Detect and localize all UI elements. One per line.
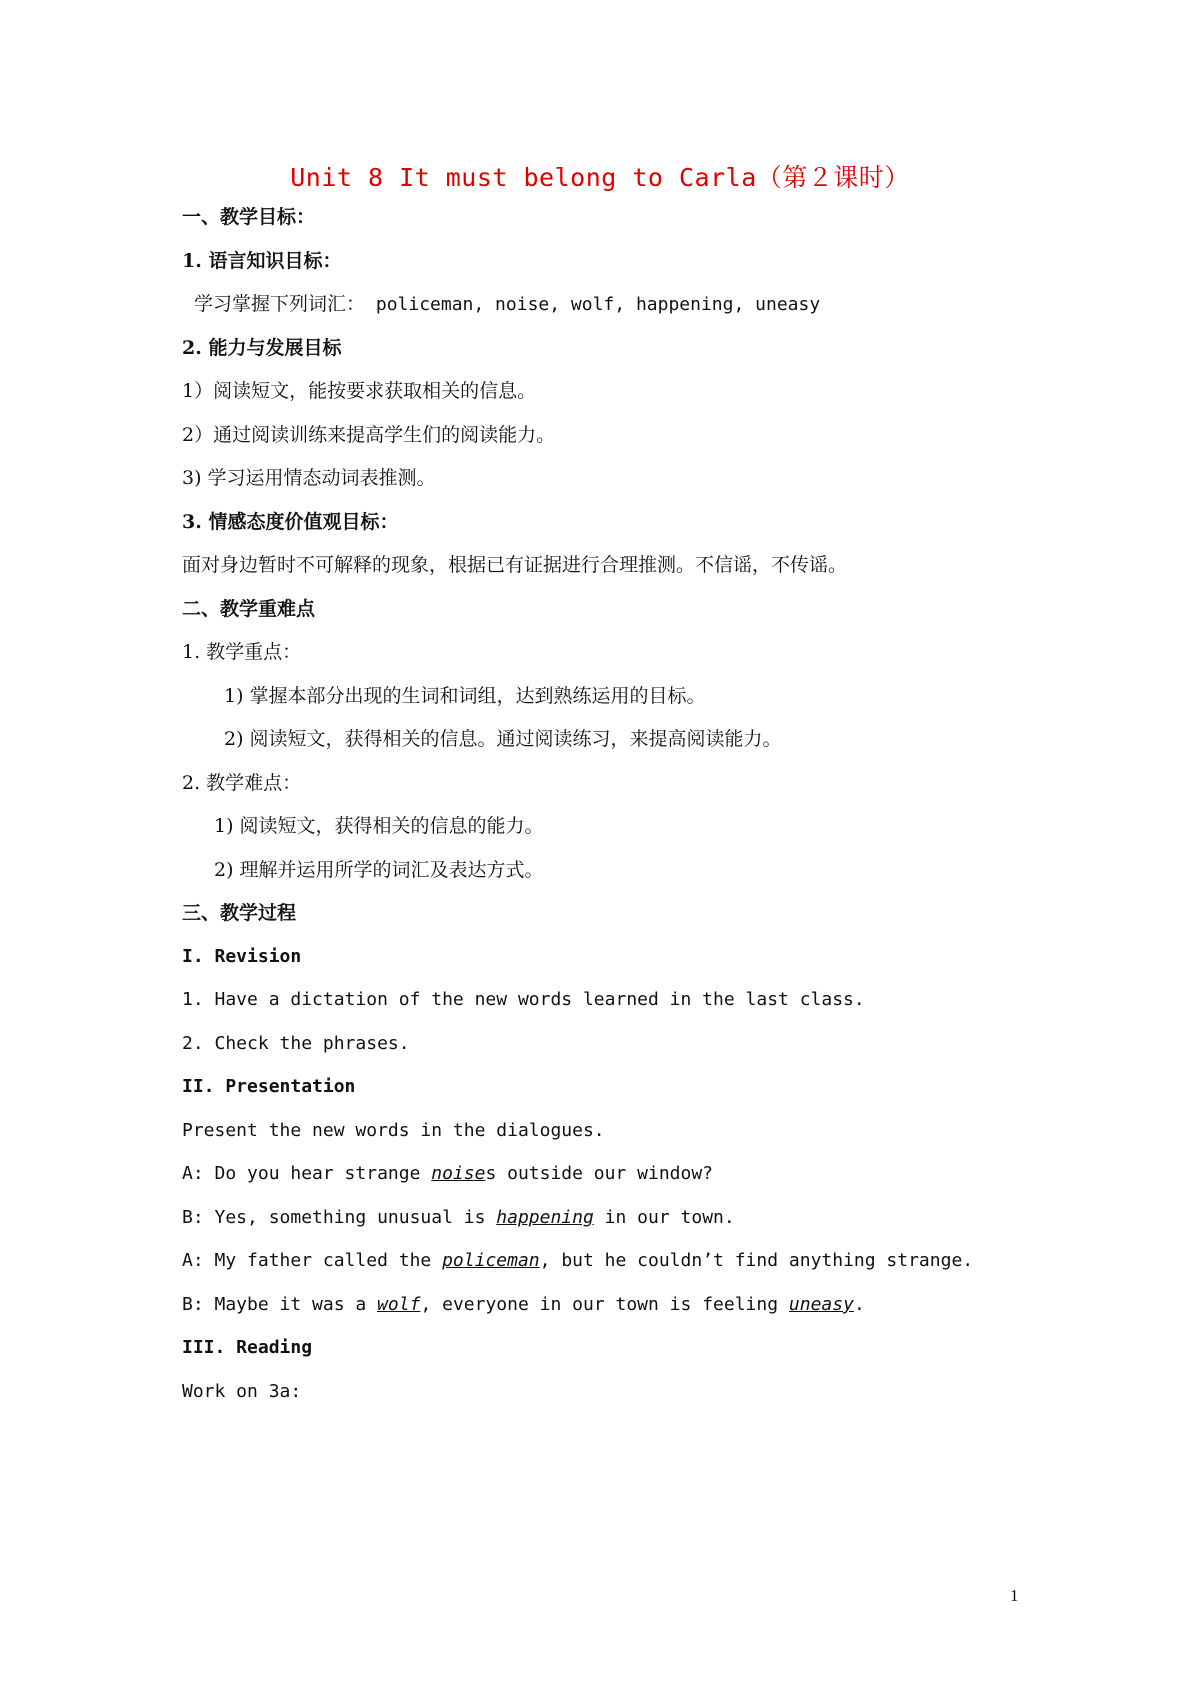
vocabulary-label: 学习掌握下列词汇： [194, 293, 366, 315]
dialogue-text: in our town. [593, 1207, 735, 1228]
section-1-heading: 一、教学目标： [182, 206, 316, 228]
revision-item: 2. Check the phrases. [182, 1033, 410, 1054]
presentation-heading: II. Presentation [182, 1076, 356, 1097]
dialogue-text: . [853, 1294, 865, 1315]
new-word: policeman [442, 1250, 540, 1271]
section-2-heading: 二、教学重难点 [182, 598, 316, 620]
dialogue-text: A: My father called the [182, 1250, 443, 1271]
revision-item: 1. Have a dictation of the new words learned in the last class. [182, 989, 865, 1010]
presentation-intro: Present the new words in the dialogues. [182, 1120, 605, 1141]
new-word: happening [496, 1207, 594, 1228]
dialogue-line [182, 1249, 973, 1273]
goal-3-heading: 3. 情感态度价值观目标： [182, 511, 399, 533]
dialogue-line [182, 1206, 735, 1230]
dialogue-text: B: Yes, something unusual is [182, 1207, 497, 1228]
dialogue-text: s outside our window? [485, 1163, 714, 1184]
goal-2-item: 2）通过阅读训练来提高学生们的阅读能力。 [182, 424, 556, 446]
vocabulary-line [194, 292, 820, 317]
key-points-heading: 1. 教学重点： [182, 641, 302, 663]
dialogue-text: A: Do you hear strange [182, 1163, 432, 1184]
vocabulary-words: policeman, noise, wolf, happening, uneasy [365, 294, 821, 315]
document-title: Unit 8 It must belong to Carla（第２课时） [290, 163, 910, 192]
difficult-point-item: 2) 理解并运用所学的词汇及表达方式。 [214, 859, 544, 881]
dialogue-line [182, 1293, 865, 1317]
dialogue-line [182, 1162, 713, 1186]
dialogue-text: , everyone in our town is feeling [420, 1294, 789, 1315]
new-word: wolf [377, 1294, 421, 1315]
section-3-heading: 三、教学过程 [182, 902, 297, 924]
page-number: 1 [1010, 1586, 1019, 1605]
difficult-point-item: 1) 阅读短文，获得相关的信息的能力。 [214, 815, 544, 837]
goal-2-heading: 2. 能力与发展目标 [182, 337, 342, 359]
goal-1-heading: 1. 语言知识目标： [182, 250, 342, 272]
goal-3-text: 面对身边暂时不可解释的现象，根据已有证据进行合理推测。不信谣，不传谣。 [182, 554, 848, 576]
difficult-points-heading: 2. 教学难点： [182, 772, 302, 794]
new-word: noise [431, 1163, 486, 1184]
dialogue-text: B: Maybe it was a [182, 1294, 378, 1315]
reading-intro: Work on 3a: [182, 1381, 302, 1402]
dialogue-text: , but he couldn’t find anything strange. [539, 1250, 974, 1271]
new-word: uneasy [788, 1294, 854, 1315]
revision-heading: I. Revision [182, 946, 302, 967]
key-point-item: 2) 阅读短文，获得相关的信息。通过阅读练习，来提高阅读能力。 [224, 728, 782, 750]
reading-heading: III. Reading [182, 1337, 313, 1358]
key-point-item: 1) 掌握本部分出现的生词和词组，达到熟练运用的目标。 [224, 685, 706, 707]
goal-2-item: 1）阅读短文，能按要求获取相关的信息。 [182, 380, 537, 402]
goal-2-item: 3) 学习运用情态动词表推测。 [182, 467, 436, 489]
